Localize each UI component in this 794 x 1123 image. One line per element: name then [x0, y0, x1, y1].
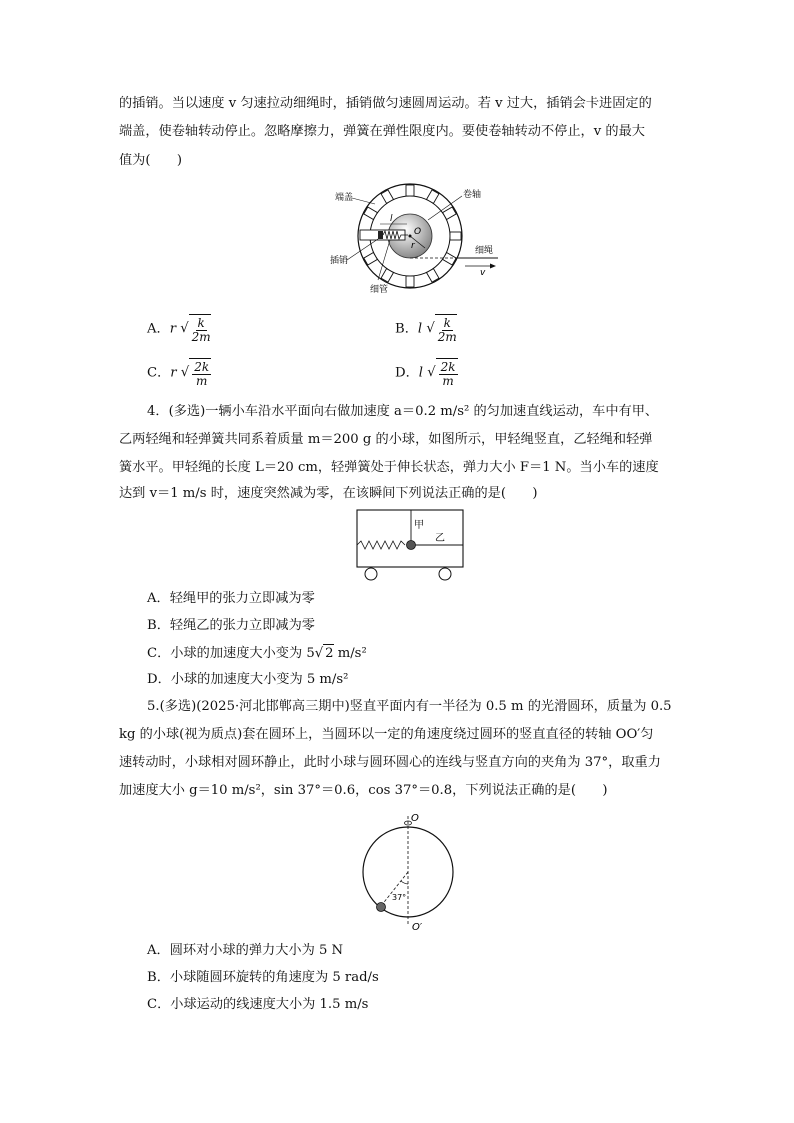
q3-stem-line-3: 值为( ) — [119, 153, 183, 168]
label-yi: 乙 — [435, 533, 445, 544]
cart-body — [357, 510, 463, 567]
label-O-prime: O′ — [412, 922, 423, 933]
label-rope: 细绳 — [475, 246, 494, 256]
ring-figure — [336, 810, 466, 932]
sqrt-symbol: √ $\frac{2k}{m}$ — [180, 360, 210, 388]
label-v: v — [480, 268, 486, 278]
sqrt-symbol: √ — [314, 646, 324, 661]
q5-stem-line-3: 速转动时，小球相对圆环静止，此时小球与圆环圆心的连线与竖直方向的夹角为 37°，取重力 — [119, 755, 661, 770]
spool-figure — [330, 180, 510, 295]
label-spool: 卷轴 — [463, 190, 482, 200]
ball — [407, 541, 416, 550]
q4-option-a[interactable]: A．轻绳甲的张力立即减为零 — [147, 591, 315, 606]
label-O: O — [411, 813, 419, 824]
q5-option-c[interactable]: C．小球运动的线速度大小为 1.5 m/s — [147, 997, 369, 1012]
label-tube: 细管 — [370, 285, 389, 295]
label-l: l — [390, 214, 393, 224]
q4-option-d[interactable]: D．小球的加速度大小变为 5 m/s² — [147, 672, 349, 687]
label-O: O — [414, 227, 422, 237]
wheel-right — [439, 568, 451, 580]
sqrt-symbol: √ $\frac{2k}{m}$ — [427, 360, 456, 388]
q5-stem-line-1: 5.(多选)(2025·河北邯郸高三期中)竖直平面内有一半径为 0.5 m 的光滑圆环，质量为 0.5 — [147, 699, 672, 714]
q4-stem-line-2: 乙两轻绳和轻弹簧共同系着质量 m＝200 g 的小球，如图所示，甲轻绳竖直，乙轻绳和轻弹 — [119, 432, 653, 447]
label-r: r — [411, 241, 415, 251]
q4-stem-line-1: 4．(多选)一辆小车沿水平面向右做加速度 a＝0.2 m/s² 的匀加速直线运动，车中有甲、 — [147, 404, 659, 419]
wheel-left — [365, 568, 377, 580]
q3-option-a[interactable]: A．r √ $\frac{k}{2m}$ — [147, 316, 211, 344]
q3-stem-line-1: 的插销。当以速度 v 匀速拉动细绳时，插销做匀速圆周运动。若 v 过大，插销会卡进固定的 — [119, 96, 652, 111]
label-angle: 37° — [392, 893, 407, 902]
q3-option-b[interactable]: B．l √ $\frac{k}{2m}$ — [395, 316, 457, 344]
cart-figure — [355, 508, 467, 583]
q3-option-d[interactable]: D．l √ $\frac{2k}{m}$ — [395, 360, 456, 388]
q3-stem-line-2: 端盖，使卷轴转动停止。忽略摩擦力，弹簧在弹性限度内。要使卷轴转动不停止，v 的最大 — [119, 124, 645, 139]
q5-option-a[interactable]: A．圆环对小球的弹力大小为 5 N — [147, 943, 344, 958]
ball — [377, 903, 386, 912]
q3-option-c[interactable]: C．r √ $\frac{2k}{m}$ — [147, 360, 210, 388]
q4-option-b[interactable]: B．轻绳乙的张力立即减为零 — [147, 618, 315, 633]
latch-pin — [378, 231, 383, 239]
sqrt-symbol: √ $\frac{k}{2m}$ — [180, 316, 211, 344]
q4-stem-line-3: 簧水平。甲轻绳的长度 L＝20 cm，轻弹簧处于伸长状态，弹力大小 F＝1 N。当小车的速度 — [119, 460, 659, 475]
q5-option-b[interactable]: B．小球随圆环旋转的角速度为 5 rad/s — [147, 970, 379, 985]
label-jia: 甲 — [414, 520, 424, 531]
q5-stem-line-4: 加速度大小 g＝10 m/s²，sin 37°＝0.6，cos 37°＝0.8，下列说法正确的是( ) — [119, 783, 608, 798]
q4-option-c[interactable]: C．小球的加速度大小变为 5√ 2 m/s² — [147, 646, 367, 661]
label-end-cap: 端盖 — [335, 193, 354, 203]
label-latch: 插销 — [330, 256, 349, 266]
sqrt-symbol: √ $\frac{k}{2m}$ — [426, 316, 457, 344]
q5-stem-line-2: kg 的小球(视为质点)套在圆环上，当圆环以一定的角速度绕过圆环的竖直直径的转轴 OO′匀 — [119, 727, 654, 742]
q4-stem-line-4: 达到 v＝1 m/s 时，速度突然减为零，在该瞬间下列说法正确的是( ) — [119, 486, 538, 501]
